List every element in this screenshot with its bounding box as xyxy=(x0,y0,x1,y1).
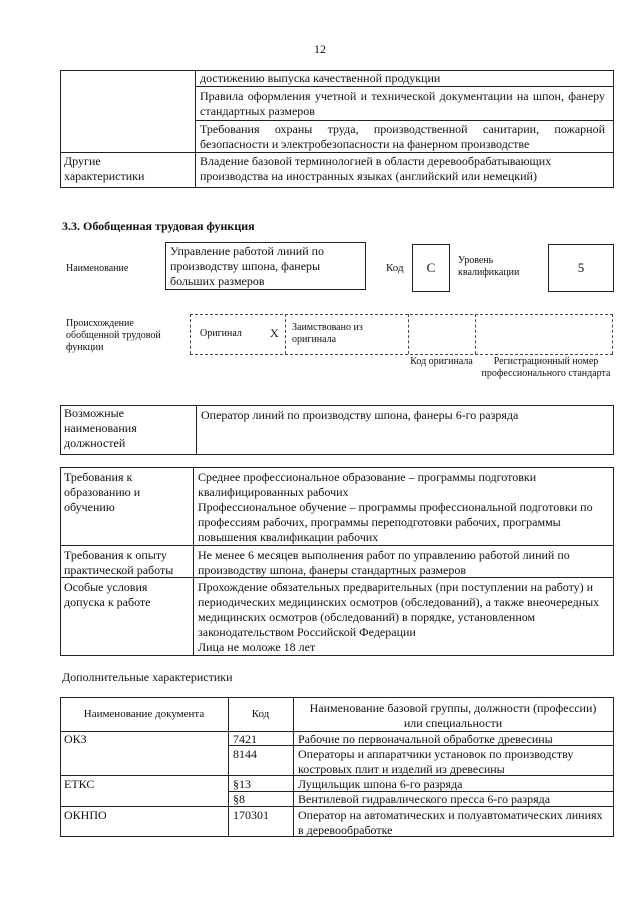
req-admission-line-1: Прохождение обязательных предварительных (при поступлении на работу) и периодических медицинских осмотров (обследований), а также внеочередных медицинских осмотров (обследований) в порядке, установленном законодательством Российской Федерации xyxy=(198,580,600,639)
original-mark: X xyxy=(270,326,279,340)
header-code: Код xyxy=(251,708,270,720)
req-experience-line-1: Не менее 6 месяцев выполнения работ по управлению работой линий по производству шпона, фанеры стандартных размеров xyxy=(198,548,570,577)
page-number: 12 xyxy=(314,42,326,56)
reg-number-label: Регистрационный номер профессионального стандарта xyxy=(481,356,611,379)
req-education-line-2: Профессиональное обучение – программы профессиональной подготовки по профессиям рабочих, программы переподготовки рабочих, программы повышения квалификации рабочих xyxy=(198,500,593,544)
name-label: Наименование xyxy=(66,263,129,274)
level-label: Уровень квалификации xyxy=(458,255,520,278)
positions-value: Оператор линий по производству шпона, фанеры 6-го разряда xyxy=(201,408,519,422)
row-name: Операторы и аппаратчики установок по производству костровых плит и изделий из древесины xyxy=(298,747,574,776)
row-doc: ОКЗ xyxy=(64,732,87,746)
row-code: 170301 xyxy=(233,808,269,822)
top-row-2: Правила оформления учетной и технической документации на шпон, фанеру стандартных размеров xyxy=(200,89,605,118)
code-original-label: Код оригинала xyxy=(410,356,473,367)
row-code: 7421 xyxy=(233,732,257,746)
borrowed-label: Заимствовано из оригинала xyxy=(292,322,363,345)
code-label: Код xyxy=(386,262,404,274)
header-name: Наименование базовой группы, должности (профессии) или специальности xyxy=(309,701,597,730)
origin-label: Происхождение обобщенной трудовой функции xyxy=(66,318,161,353)
row-code: 8144 xyxy=(233,747,257,761)
header-doc: Наименование документа xyxy=(83,708,205,720)
row-code: §8 xyxy=(233,792,245,806)
row-name: Лущильщик шпона 6-го разряда xyxy=(298,777,463,791)
additional-title: Дополнительные характеристики xyxy=(62,670,233,684)
req-education-line-1: Среднее профессиональное образование – программы подготовки квалифицированных рабочих xyxy=(198,470,537,499)
row-name: Вентилевой гидравлического пресса 6-го разряда xyxy=(298,792,551,806)
top-row-1: достижению выпуска качественной продукции xyxy=(200,71,441,85)
row-name: Оператор на автоматических и полуавтоматических линиях в деревообработке xyxy=(298,808,603,837)
code-value: С xyxy=(412,244,450,292)
other-value: Владение базовой терминологией в области деревообрабатывающих производства на иностранных языках (английский или немецкий) xyxy=(200,154,552,183)
positions-label: Возможные наименования должностей xyxy=(64,406,137,450)
original-label: Оригинал xyxy=(200,328,242,339)
level-value: 5 xyxy=(548,244,614,292)
row-name: Рабочие по первоначальной обработке древесины xyxy=(298,732,553,746)
req-education-label: Требования к образованию и обучению xyxy=(64,470,141,514)
section-title: 3.3. Обобщенная трудовая функция xyxy=(62,219,255,233)
top-row-3: Требования охраны труда, производственной санитарии, пожарной безопасности и электробезопасности на фанерном производстве xyxy=(200,122,605,151)
row-doc: ЕТКС xyxy=(64,777,95,791)
req-experience-label: Требования к опыту практической работы xyxy=(64,548,174,577)
row-doc: ОКНПО xyxy=(64,808,107,822)
row-code: §13 xyxy=(233,777,251,791)
req-admission-label: Особые условия допуска к работе xyxy=(64,580,151,609)
name-value: Управление работой линий по производству шпона, фанеры больших размеров xyxy=(165,242,366,290)
other-label: Другие характеристики xyxy=(64,154,145,183)
req-admission-line-2: Лица не моложе 18 лет xyxy=(198,640,316,654)
